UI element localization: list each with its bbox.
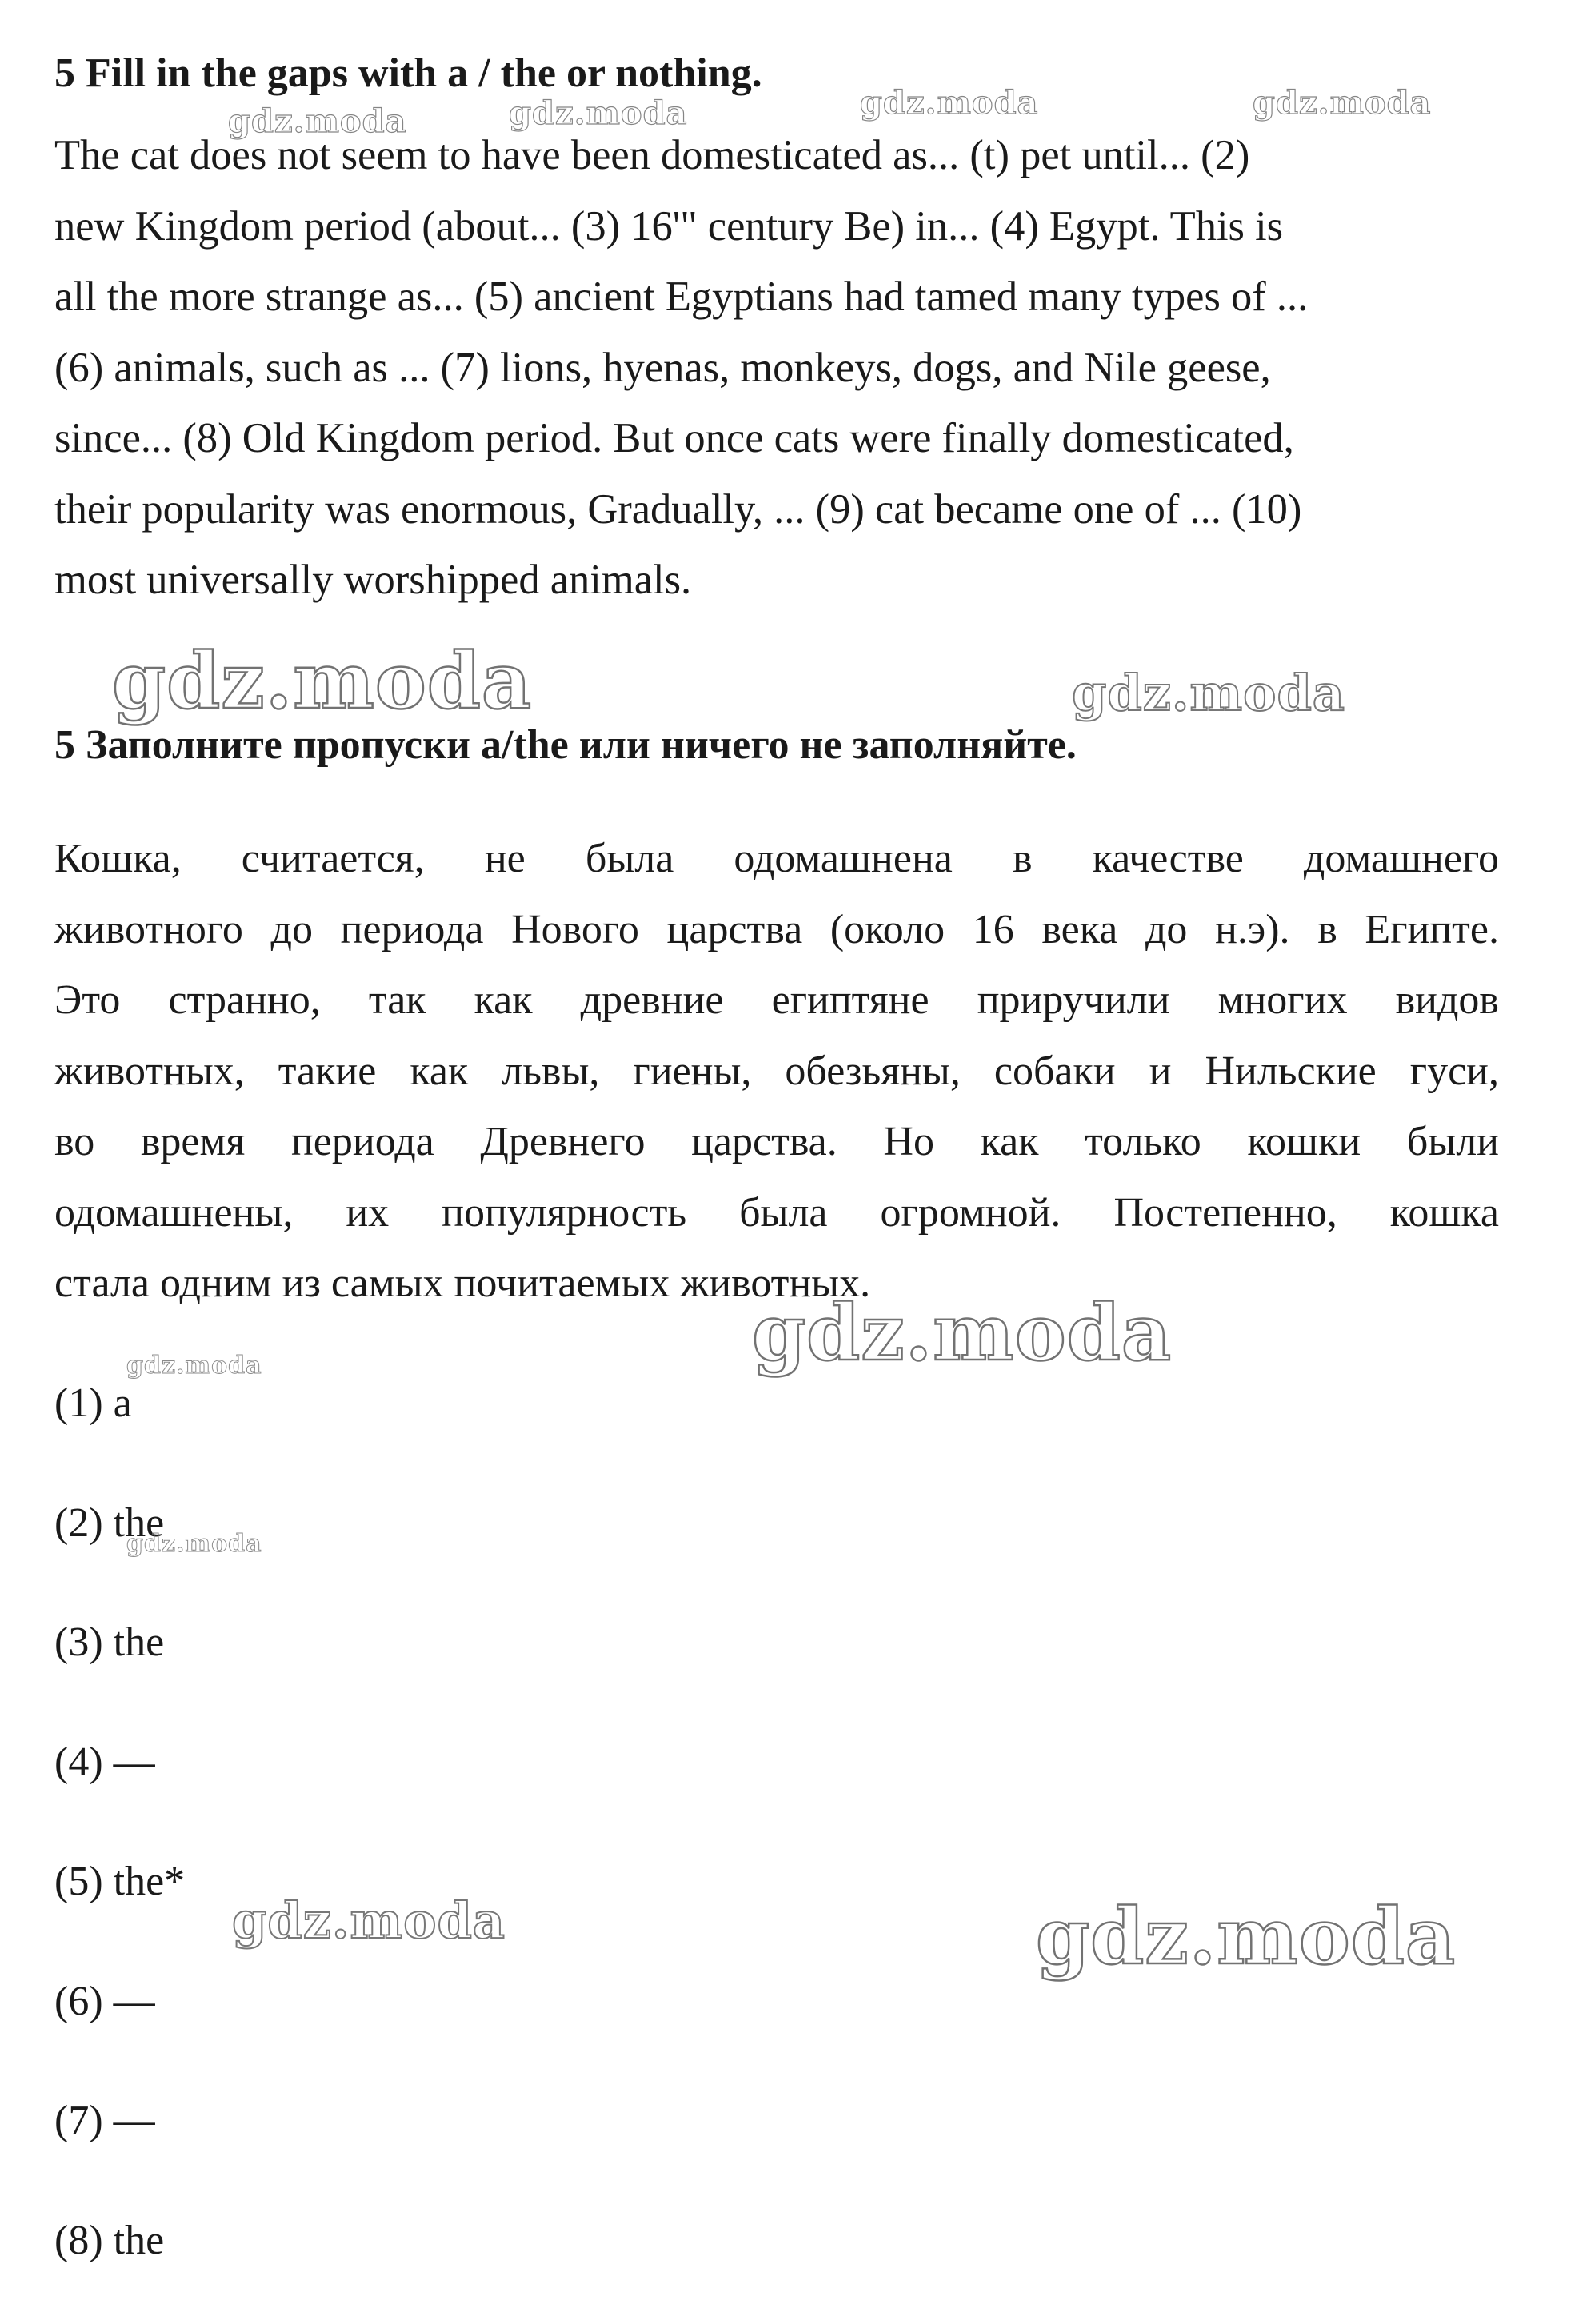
answer-item: (7) — bbox=[54, 2085, 185, 2205]
watermark: gdz.moda bbox=[1072, 664, 1345, 722]
watermark: gdz.moda bbox=[232, 1891, 506, 1950]
text-line: new Kingdom period (about... (3) 16'" century Be) in... (4) Egypt. This is bbox=[54, 191, 1510, 262]
watermark: gdz.moda bbox=[509, 94, 687, 132]
answer-item: (3) the bbox=[54, 1607, 185, 1727]
exercise-heading-ru: 5 Заполните пропуски a/the или ничего не заполняйте. bbox=[54, 721, 1077, 769]
text-line: their popularity was enormous, Gradually, ... (9) cat became one of ... (10) bbox=[54, 474, 1510, 545]
exercise-text-en bbox=[54, 120, 1510, 616]
exercise-heading-en: 5 Fill in the gaps with a / the or nothing. bbox=[54, 50, 762, 98]
text-line: since... (8) Old Kingdom period. But once cats were finally domesticated, bbox=[54, 403, 1510, 474]
exercise-text-ru bbox=[54, 824, 1499, 1320]
text-line: (6) animals, such as ... (7) lions, hyenas, monkeys, dogs, and Nile geese, bbox=[54, 333, 1510, 404]
text-line: во время периода Древнего царства. Но как только кошки были bbox=[54, 1107, 1499, 1178]
watermark: gdz.moda bbox=[1036, 1891, 1456, 1982]
answer-list bbox=[54, 1368, 185, 2324]
answer-item: (4) — bbox=[54, 1727, 185, 1847]
answer-item: (2) the bbox=[54, 1487, 185, 1607]
text-line: The cat does not seem to have been domesticated as... (t) pet until... (2) bbox=[54, 120, 1510, 191]
answer-item: (8) the bbox=[54, 2205, 185, 2324]
watermark: gdz.moda bbox=[126, 1530, 262, 1558]
text-line: all the more strange as... (5) ancient Egyptians had tamed many types of ... bbox=[54, 262, 1510, 333]
answer-item: (5) the* bbox=[54, 1846, 185, 1966]
watermark: gdz.moda bbox=[228, 102, 406, 140]
watermark: gdz.moda bbox=[1253, 84, 1431, 122]
text-line: животных, такие как львы, гиены, обезьяны, собаки и Нильские гуси, bbox=[54, 1036, 1499, 1108]
text-line: одомашнены, их популярность была огромной. Постепенно, кошка bbox=[54, 1178, 1499, 1249]
watermark: gdz.moda bbox=[126, 1352, 262, 1380]
text-line: животного до периода Нового царства (около 16 века до н.э). в Египте. bbox=[54, 895, 1499, 966]
text-line: Это странно, так как древние египтяне приручили многих видов bbox=[54, 965, 1499, 1036]
watermark: gdz.moda bbox=[112, 636, 532, 726]
text-line: стала одним из самых почитаемых животных. bbox=[54, 1248, 1499, 1320]
text-line: most universally worshipped animals. bbox=[54, 545, 1510, 616]
answer-item: (6) — bbox=[54, 1966, 185, 2086]
watermark: gdz.moda bbox=[860, 84, 1038, 122]
watermark: gdz.moda bbox=[752, 1288, 1172, 1378]
answer-item: (1) a bbox=[54, 1368, 185, 1487]
text-line: Кошка, считается, не была одомашнена в качестве домашнего bbox=[54, 824, 1499, 895]
